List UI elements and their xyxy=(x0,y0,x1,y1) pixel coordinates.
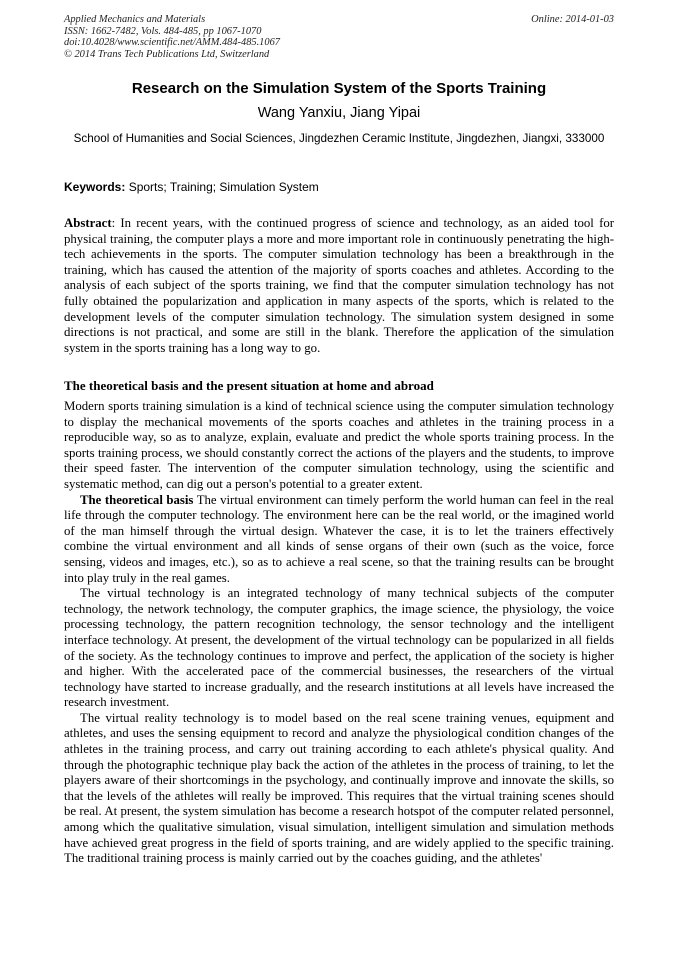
paper-title: Research on the Simulation System of the Sports Training xyxy=(131,80,547,97)
publication-info xyxy=(64,14,280,60)
issn-line: ISSN: 1662-7482, Vols. 484-485, pp 1067-1070 xyxy=(64,25,262,37)
copyright-line: © 2014 Trans Tech Publications Ltd, Switzerland xyxy=(64,48,270,60)
online-date: Online: 2014-01-03 xyxy=(531,14,614,25)
abstract-text: : In recent years, with the continued progress of science and technology, as an aided tool for physical training, the computer plays a more and more important role in continuously penetrating the high-tech achievements in the sports. The computer simulation technology has been a breakthrough in the training, which has caused the attention of the majority of sports coaches and athletes. According to the analysis of each subject of the sports training, we find that the computer simulation technology has not fully obtained the popularization and application in many aspects of the sports, which is related to the development levels of the computer simulation technology. The simulation system designed in some directions is not practical, and some are still in the blank. Therefore the application of the simulation system in the sports training has a long way to go. xyxy=(64,216,614,355)
abstract-label: Abstract xyxy=(64,216,112,230)
paragraph-2 xyxy=(64,493,614,587)
keywords-line xyxy=(64,180,614,194)
paragraph-3: The virtual technology is an integrated technology of many technical subjects of the computer technology, the network technology, the computer graphics, the image science, the physiology, the voice processing technology, the pattern recognition technology, the sensor technology and the intelligent interface technology. At present, the development of the virtual technology can be popularized in all fields of the society. As the technology continues to improve and perfect, the application of the society is higher and higher. With the accelerated pace of the commercial businesses, the researchers of the virtual technology have started to increase gradually, and the research institutions at all levels have increased the research investment. xyxy=(64,586,614,710)
paragraph-4: The virtual reality technology is to model based on the real scene training venues, equipment and athletes, and uses the sensing equipment to record and analyze the physiological condition changes of the athletes in the training process, and carry out training according to each athlete's physical quality. And through the photographic technique play back the action of the athletes in the process of training, to let the players aware of their shortcomings in the psychology, and continually improve and innovate the skills, so that the levels of the athletes will really be improved. This requires that the virtual training scenes should be real. At present, the system simulation has become a research hotspot of the computer related personnel, among which the qualitative simulation, visual simulation, intelligent simulation and simulation methods have achieved great progress in the field of sports training, and are widely applied to the specific training. The traditional training process is mainly carried out by the coaches guiding, and the athletes' xyxy=(64,710,614,866)
run-in-heading: The theoretical basis xyxy=(80,492,194,507)
doi-line: doi:10.4028/www.scientific.net/AMM.484-485.1067 xyxy=(64,37,280,48)
paragraph-2-text: The virtual environment can timely perform the world human can feel in the real life through the computer technology. The environment here can be the real world, or the imagined world of the man himself through the virtual design. Whatever the case, it is to let the trainers effectively combine the virtual environment and all kinds of sense organs of their own (such as the voice, force sensing, videos and images, etc.), so as to achieve a real scene, so that the training results can be brought into play truly in the real games. xyxy=(64,492,614,585)
journal-name: Applied Mechanics and Materials xyxy=(64,14,206,25)
keywords-label: Keywords: xyxy=(64,180,126,194)
section-heading: The theoretical basis and the present situation at home and abroad xyxy=(64,378,434,393)
keywords-values: Sports; Training; Simulation System xyxy=(128,180,319,194)
paper-authors: Wang Yanxiu, Jiang Yipai xyxy=(257,105,421,121)
abstract xyxy=(64,216,614,356)
paragraph-1: Modern sports training simulation is a kind of technical science using the computer simulation technology to display the mechanical movements of the sports coaches and athletes in the training process in a reproducible way, so as to analyze, explain, evaluate and predict the whole sports training process. In the sports training process, we should constantly correct the actions of the players and the students, to improve their speed faster. The intervention of the computer simulation technology, using the scientific and systematic method, can dig out a person's potential to a greater extent. xyxy=(64,399,614,491)
affiliation: School of Humanities and Social Sciences, Jingdezhen Ceramic Institute, Jingdezhen, Jiangxi, 333000 xyxy=(73,132,605,145)
section-body xyxy=(64,399,614,867)
